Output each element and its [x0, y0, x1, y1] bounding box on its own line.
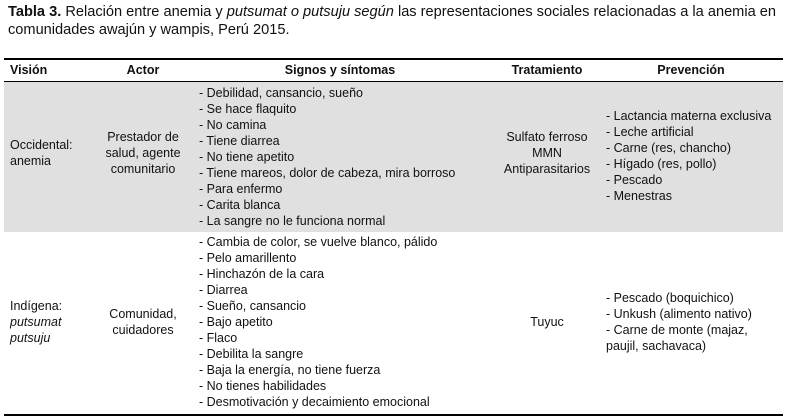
prevencion-cell — [606, 290, 752, 354]
caption-italic: putsumat o putsuju según — [226, 4, 394, 20]
tratamiento-cell — [487, 129, 607, 177]
list-item: - Carne (res, chancho) — [606, 141, 732, 155]
vision-cell — [10, 298, 62, 346]
list-item: - Leche artificial — [606, 125, 694, 139]
tratamiento-text: MMN — [532, 146, 562, 160]
actor-text: Prestador de — [107, 130, 179, 144]
caption-text-1: Relación entre anemia y — [61, 4, 227, 20]
tratamiento-text: Antiparasitarios — [503, 162, 591, 176]
header-tratamiento: Tratamiento — [511, 63, 583, 77]
list-item: - Unkush (alimento nativo) — [606, 307, 752, 321]
actor-text: cuidadores — [112, 323, 174, 337]
actor-text: comunitario — [110, 162, 176, 176]
vision-text: Indígena: — [10, 299, 63, 313]
data-table — [4, 58, 783, 415]
top-rule — [4, 58, 783, 60]
vision-cell — [10, 137, 73, 169]
list-item: - Pescado (boquichico) — [606, 291, 734, 305]
vision-text: Occidental: — [10, 138, 73, 152]
signos-cell — [199, 234, 437, 410]
list-item: - No tiene apetito — [199, 150, 295, 164]
header-prevencion: Prevención — [657, 63, 725, 77]
caption-label: Tabla 3. — [8, 4, 62, 20]
vision-text: putsuju — [10, 331, 51, 345]
actor-cell — [98, 129, 188, 177]
list-item: - Para enfermo — [199, 182, 283, 196]
list-item: - Pescado — [606, 173, 663, 187]
list-item: - Tiene diarrea — [199, 134, 280, 148]
list-item: - Carne de monte (majaz, — [606, 323, 748, 337]
header-actor: Actor — [126, 63, 160, 77]
vision-text: putsumat — [10, 315, 62, 329]
header-vision: Visión — [10, 63, 48, 77]
list-item: - Hígado (res, pollo) — [606, 157, 717, 171]
list-item: - La sangre no le funciona normal — [199, 214, 386, 228]
table-header — [4, 58, 783, 81]
signos-cell — [199, 85, 455, 229]
list-item: - Tiene mareos, dolor de cabeza, mira borroso — [199, 166, 456, 180]
tratamiento-text: Sulfato ferroso — [506, 130, 588, 144]
list-item: - Flaco — [199, 331, 238, 345]
actor-text: salud, agente — [105, 146, 181, 160]
header-signos: Signos y síntomas — [284, 63, 396, 77]
tratamiento-text: Tuyuc — [530, 315, 564, 329]
list-item: - No tienes habilidades — [199, 379, 327, 393]
list-item: - Carita blanca — [199, 198, 281, 212]
list-item: - Cambia de color, se vuelve blanco, pálido — [199, 235, 438, 249]
table-row — [4, 232, 783, 414]
list-item: - Debilidad, cansancio, sueño — [199, 86, 363, 100]
prevencion-cell — [606, 108, 771, 204]
list-item: - Baja la energía, no tiene fuerza — [199, 363, 381, 377]
caption-text-2: las representaciones sociales relacionadas a la anemia en comunidades awajún y wampis, Perú 2015. — [8, 4, 776, 38]
list-item: - Pelo amarillento — [199, 251, 297, 265]
bottom-rule — [4, 414, 783, 416]
list-item: - Menestras — [606, 189, 672, 203]
header-rule — [4, 81, 783, 82]
tratamiento-cell — [487, 314, 607, 330]
list-item: - Bajo apetito — [199, 315, 273, 329]
list-item: - Se hace flaquito — [199, 102, 297, 116]
table-row — [4, 82, 783, 232]
vision-text: anemia — [10, 154, 51, 168]
table-caption — [8, 3, 780, 39]
list-item: - Diarrea — [199, 283, 248, 297]
list-item: - Debilita la sangre — [199, 347, 304, 361]
list-item: - Lactancia materna exclusiva — [606, 109, 772, 123]
list-item: - Sueño, cansancio — [199, 299, 307, 313]
list-item: - Hinchazón de la cara — [199, 267, 325, 281]
list-item: - No camina — [199, 118, 267, 132]
list-item: paujil, sachavaca) — [606, 339, 707, 353]
list-item: - Desmotivación y decaimiento emocional — [199, 395, 430, 409]
actor-text: Comunidad, — [109, 307, 177, 321]
actor-cell — [98, 306, 188, 338]
